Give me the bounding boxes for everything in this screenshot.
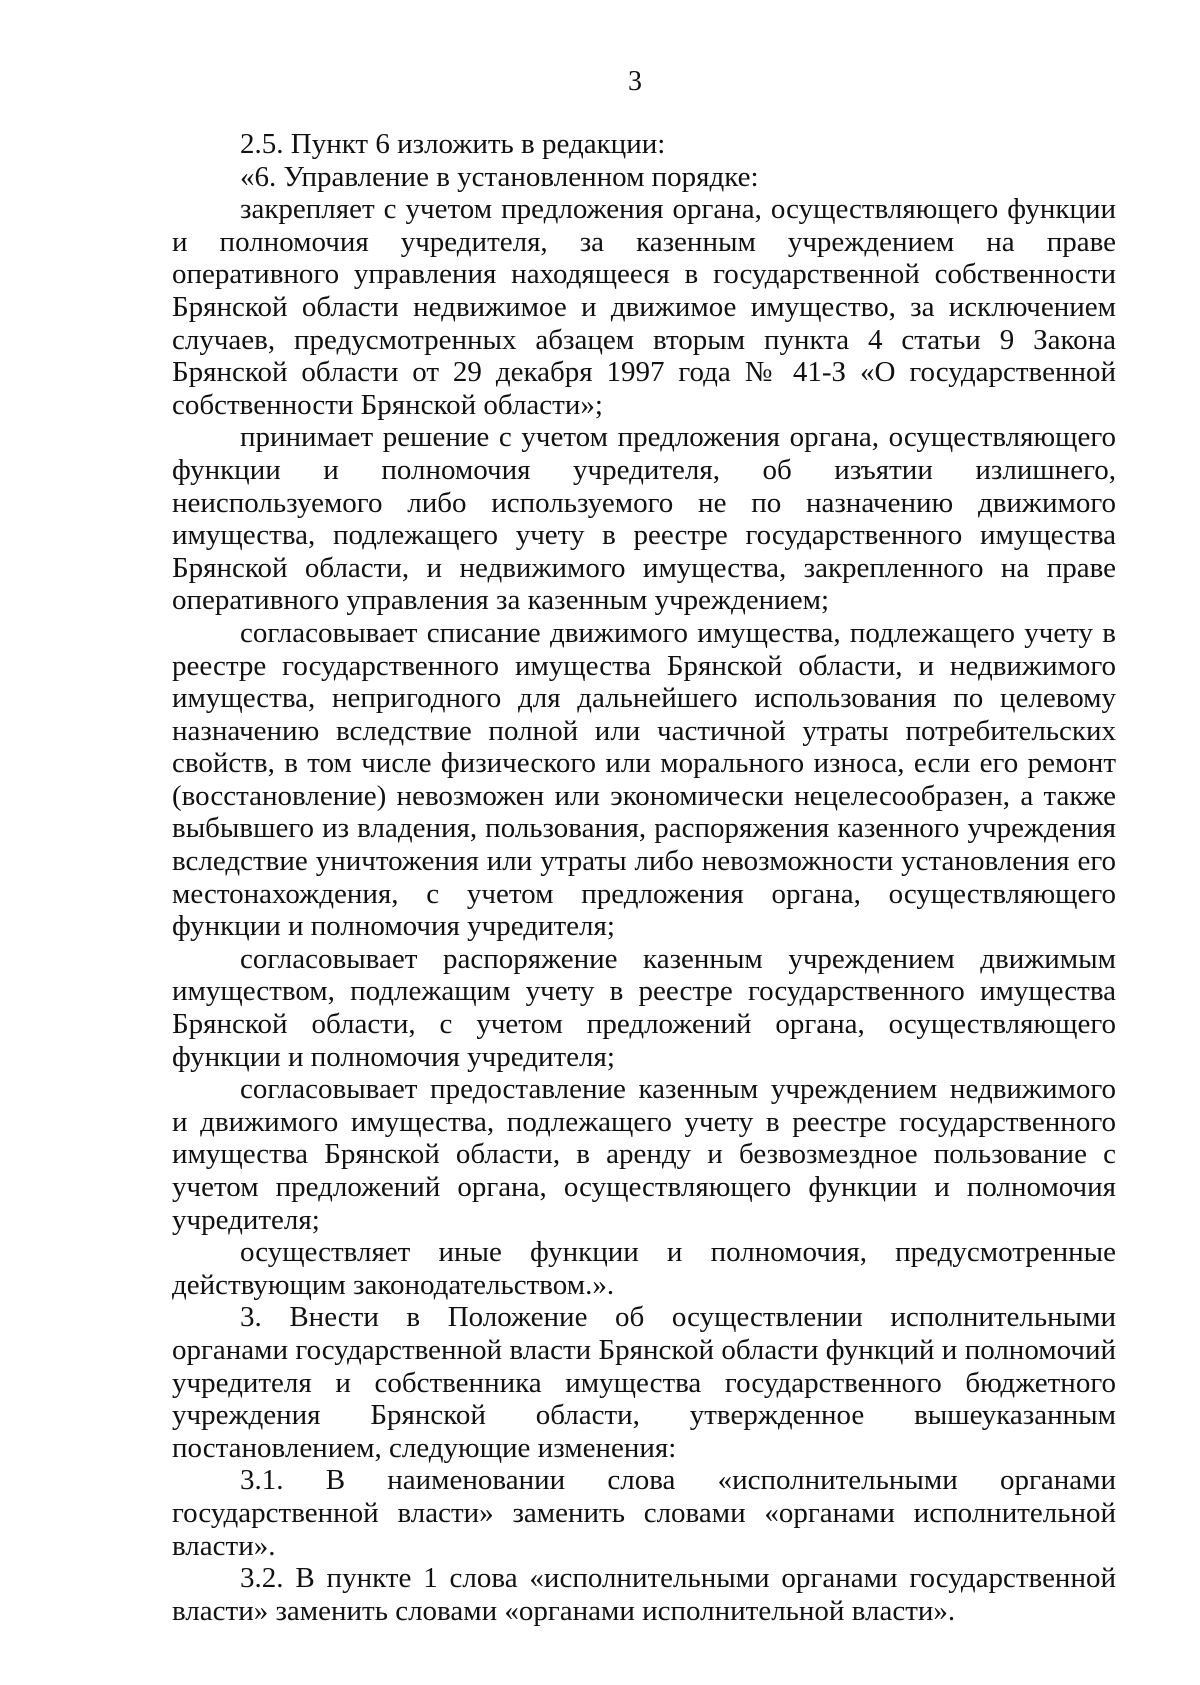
paragraph: принимает решение с учетом предложения органа, осуществляющего функции и полномочия учредителя, об изъятии излишнего, неиспользуемого либо используемого не по назначению движимого имущества, подлежащего учету в реестре государственного имущества Брянской области, и недвижимого имущества, закрепленного на праве оперативного управления за казенным учреждением; — [172, 421, 1116, 617]
paragraph: 3.2. В пункте 1 слова «исполнительными органами государственной власти» заменить словами «органами исполнительной власти». — [172, 1562, 1116, 1627]
page-number: 3 — [628, 66, 642, 97]
paragraph: закрепляет с учетом предложения органа, осуществляющего функции и полномочия учредителя, за казенным учреждением на праве оперативного управления находящееся в государственной собственности Брянской области недвижимое и движимое имущество, за исключением случаев, предусмотренных абзацем вторым пункта 4 статьи 9 Закона Брянской области от 29 декабря 1997 года № 41-З «О государственной собственности Брянской области»; — [172, 193, 1116, 421]
paragraph: 3.1. В наименовании слова «исполнительными органами государственной власти» заменить словами «органами исполнительной власти». — [172, 1464, 1116, 1562]
paragraph: осуществляет иные функции и полномочия, предусмотренные действующим законодательством.». — [172, 1236, 1116, 1301]
paragraph: 2.5. Пункт 6 изложить в редакции: — [240, 128, 666, 160]
document-body — [172, 128, 1116, 1627]
paragraph: согласовывает распоряжение казенным учреждением движимым имуществом, подлежащим учету в реестре государственного имущества Брянской области, с учетом предложений органа, осуществляющего функции и полномочия учредителя; — [172, 942, 1116, 1073]
paragraph: согласовывает списание движимого имущества, подлежащего учету в реестре государственного имущества Брянской области, и недвижимого имущества, непригодного для дальнейшего использования по целевому назначению вследствие полной или частичной утраты потребительских свойств, в том числе физического или морального износа, если его ремонт (восстановление) невозможен или экономически нецелесообразен, а также выбывшего из владения, пользования, распоряжения казенного учреждения вследствие уничтожения или утраты либо невозможности установления его местонахождения, с учетом предложения органа, осуществляющего функции и полномочия учредителя; — [172, 616, 1116, 943]
paragraph: «6. Управление в установленном порядке: — [240, 160, 759, 193]
paragraph: 3. Внести в Положение об осуществлении исполнительными органами государственной власти Брянской области функций и полномочий учредителя и собственника имущества государственного бюджетного учреждения Брянской области, утвержденное вышеуказанным постановлением, следующие изменения: — [172, 1301, 1116, 1464]
paragraph: согласовывает предоставление казенным учреждением недвижимого и движимого имущества, подлежащего учету в реестре государственного имущества Брянской области, в аренду и безвозмездное пользование с учетом предложений органа, осуществляющего функции и полномочия учредителя; — [172, 1073, 1116, 1236]
